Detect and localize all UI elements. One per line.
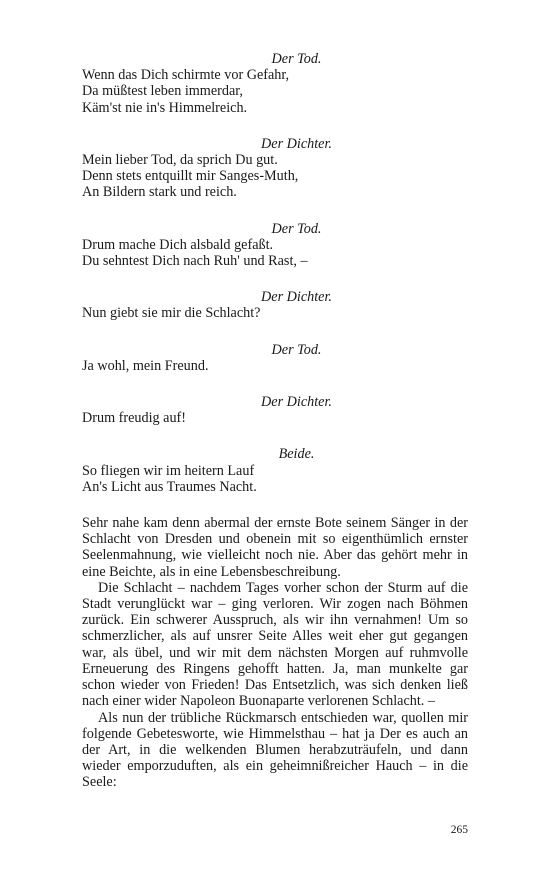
stanza-3 [82,221,468,270]
verse-line: Wenn das Dich schirmte vor Gefahr, [82,67,290,84]
verse-line: Drum freudig auf! [82,410,187,427]
stanza-2 [82,136,468,201]
verse-line: Ja wohl, mein Freund. [82,357,209,374]
page-body [82,51,468,791]
speaker-name: Der Dichter. [261,394,332,411]
verse-line: So fliegen wir im heitern Lauf [82,462,255,479]
verse-line: Käm'st nie in's Himmelreich. [82,99,248,116]
stanza-1 [82,51,468,116]
paragraph: Die Schlacht – nachdem Tages vorher schon der Sturm auf die Stadt verunglückt war – ging verloren. Wir zogen nach Böhmen zurück. Ein schwerer Ausspruch, als wir ihn vernahmen! Um so schmerzlicher, als auf unsrer Seite Alles weit eher gut gegangen war, als übel, und wir mit dem nächsten Morgen auf ruhmvolle Erneuerung des Ringens gehofft hatten. Ja, man munkelte gar schon wieder von Frieden! Das Entsetzlich, was sich denken ließ nach einer wider Napoleon Buonaparte verlorenen Schlacht. – [82,579,468,710]
stanza-5 [82,342,468,374]
prose-section [82,515,468,790]
speaker-name: Der Dichter. [261,289,332,306]
page-number: 265 [450,824,468,836]
speaker-name: Beide. [278,446,315,463]
verse-line: Drum mache Dich alsbald gefaßt. [82,236,274,253]
paragraph: Sehr nahe kam denn abermal der ernste Bote seinem Sänger in der Schlacht von Dresden und obenein mit so eigenthümlich ernster Seelenmahnung, wie vielleicht noch nie. Aber das gehört mehr in eine Beichte, als in eine Lebensbeschreibung. [82,515,468,580]
paragraph: Als nun der trübliche Rückmarsch entschieden war, quollen mir folgende Gebetesworte, wie Himmelsthau – hat ja Der es auch an der Art, in die welkenden Blumen herabzuträufeln, und dann wieder emporzuduften, als ein geheimnißreicher Hauch – in die Seele: [82,709,468,791]
speaker-name: Der Tod. [271,220,322,237]
stanza-6 [82,394,468,426]
stanza-7 [82,446,468,495]
verse-line: An Bildern stark und reich. [82,184,237,201]
verse-line: Du sehntest Dich nach Ruh' und Rast, – [82,253,308,270]
speaker-name: Der Dichter. [261,135,332,152]
verse-line: Nun giebt sie mir die Schlacht? [82,305,261,322]
stanza-4 [82,289,468,321]
verse-line: An's Licht aus Traumes Nacht. [82,478,257,495]
speaker-name: Der Tod. [271,341,322,358]
speaker-name: Der Tod. [271,51,322,67]
verse-line: Denn stets entquillt mir Sanges-Muth, [82,168,299,185]
verse-line: Mein lieber Tod, da sprich Du gut. [82,152,278,169]
verse-line: Da müßtest leben immerdar, [82,83,243,100]
